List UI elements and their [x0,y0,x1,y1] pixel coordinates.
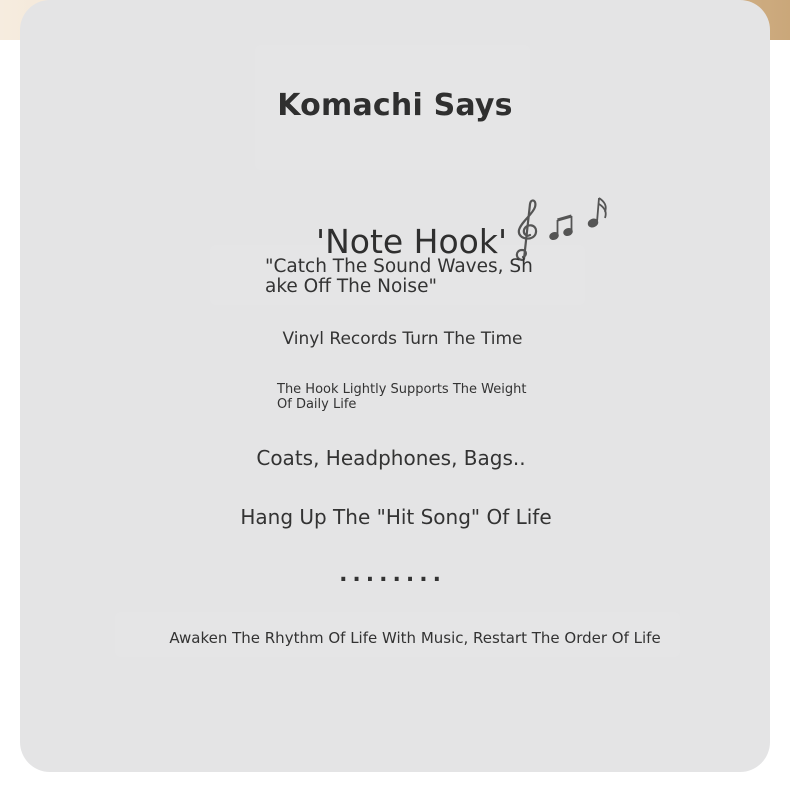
treble-clef-icon [517,200,536,260]
eighth-notes-icon [549,216,573,240]
content-card [20,0,770,772]
rhythm-line: Awaken The Rhythm Of Life With Music, Restart The Order Of Life [169,629,661,647]
subtitle: 'Note Hook' [316,222,508,261]
quote-text: "Catch The Sound Waves, Shake Off The Noise" [265,256,533,297]
hit-song-line: Hang Up The "Hit Song" Of Life [240,505,552,529]
vinyl-line: Vinyl Records Turn The Time [282,329,523,349]
dots-divider: ........ [339,562,446,587]
page-title: Komachi Says [277,88,513,123]
sixteenth-note-icon [588,198,606,228]
items-line: Coats, Headphones, Bags.. [256,446,526,470]
hook-line: The Hook Lightly Supports The Weight Of Daily Life [277,382,527,412]
